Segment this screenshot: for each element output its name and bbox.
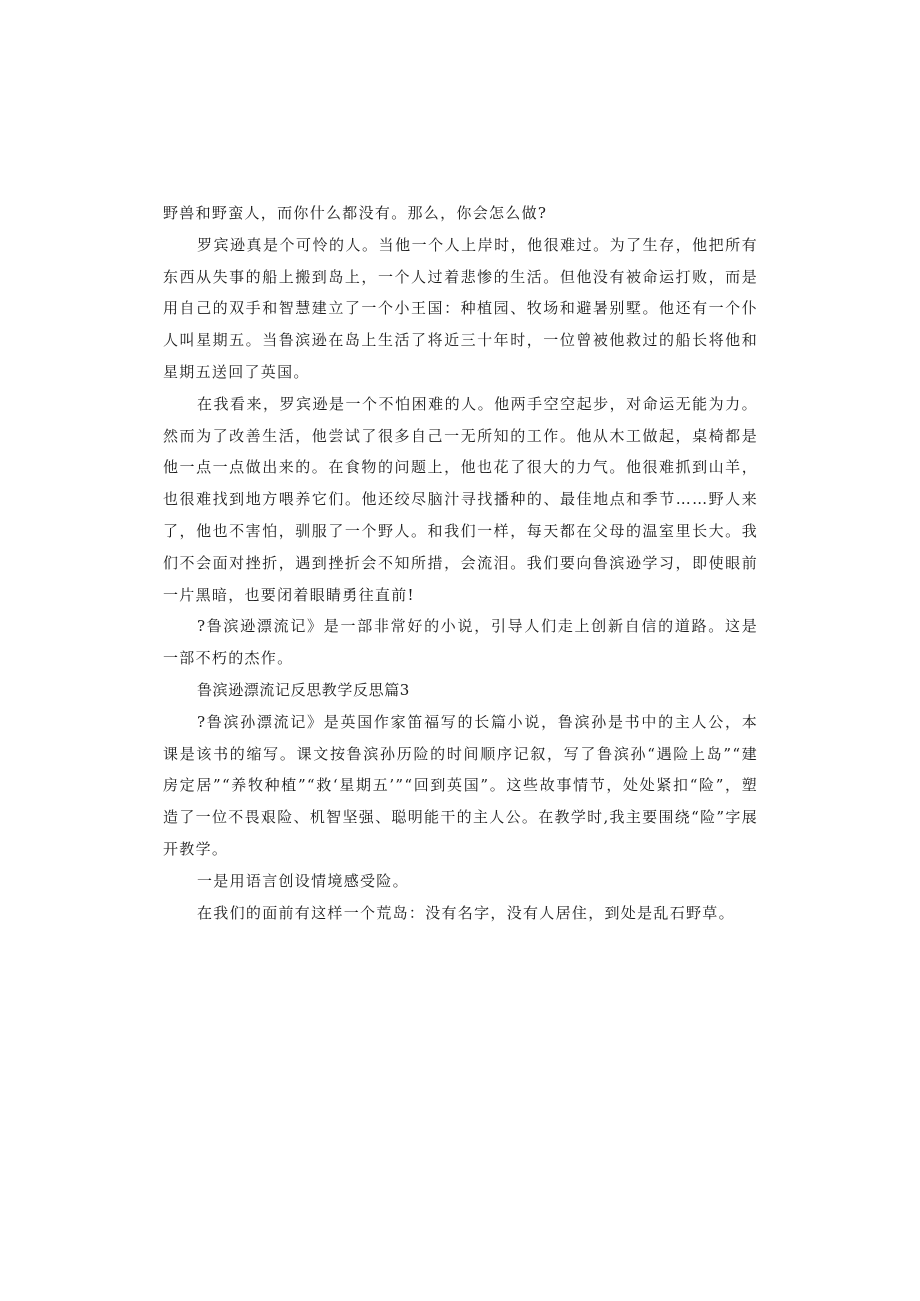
paragraph-robinson-story: 罗宾逊真是个可怜的人。当他一个人上岸时，他很难过。为了生存，他把所有东西从失事的船上搬到岛上，一个人过着悲惨的生活。但他没有被命运打败，而是用自己的双手和智慧建立了一个小王国：种植园、牧场和避暑别墅。他还有一个仆人叫星期五。当鲁滨逊在岛上生活了将近三十年时，一位曾被他救过的船长将他和星期五送回了英国。 <box>163 235 758 381</box>
paragraph-island-description: 在我们的面前有这样一个荒岛：没有名字，没有人居住，到处是乱石野草。 <box>197 903 735 922</box>
document-body <box>163 198 758 929</box>
paragraph-lesson-overview: ?鲁滨孙漂流记》是英国作家笛福写的长篇小说，鲁滨孙是书中的主人公，本课是该书的缩写。课文按鲁滨孙历险的时间顺序记叙，写了鲁滨孙“遇险上岛”“建房定居”“养牧种植”“救‘星期五’”“回到英国”。这些故事情节，处处紧扣“险”，塑造了一位不畏艰险、机智坚强、聪明能干的主人公。在教学时,我主要围绕“险”字展开教学。 <box>163 712 758 858</box>
paragraph-intro-continuation: 野兽和野蛮人，而你什么都没有。那么，你会怎么做? <box>163 204 548 222</box>
paragraph-robinson-courage: 在我看来，罗宾逊是一个不怕困难的人。他两手空空起步，对命运无能为力。然而为了改善生活，他尝试了很多自己一无所知的工作。他从木工做起，桌椅都是他一点一点做出来的。在食物的问题上，他也花了很大的力气。他很难抓到山羊，也很难找到地方喂养它们。他还绞尽脑汁寻找播种的、最佳地点和季节……野人来了，他也不害怕，驯服了一个野人。和我们一样，每天都在父母的温室里长大。我们不会面对挫折，遇到挫折会不知所措，会流泪。我们要向鲁滨逊学习，即使眼前一片黑暗，也要闭着眼睛勇往直前! <box>163 394 758 604</box>
paragraph-novel-praise: ?鲁滨逊漂流记》是一部非常好的小说，引导人们走上创新自信的道路。这是一部不朽的杰作。 <box>163 617 758 668</box>
paragraph-teaching-point-one: 一是用语言创设情境感受险。 <box>197 871 409 890</box>
section-heading: 鲁滨逊漂流记反思教学反思篇3 <box>197 680 410 699</box>
